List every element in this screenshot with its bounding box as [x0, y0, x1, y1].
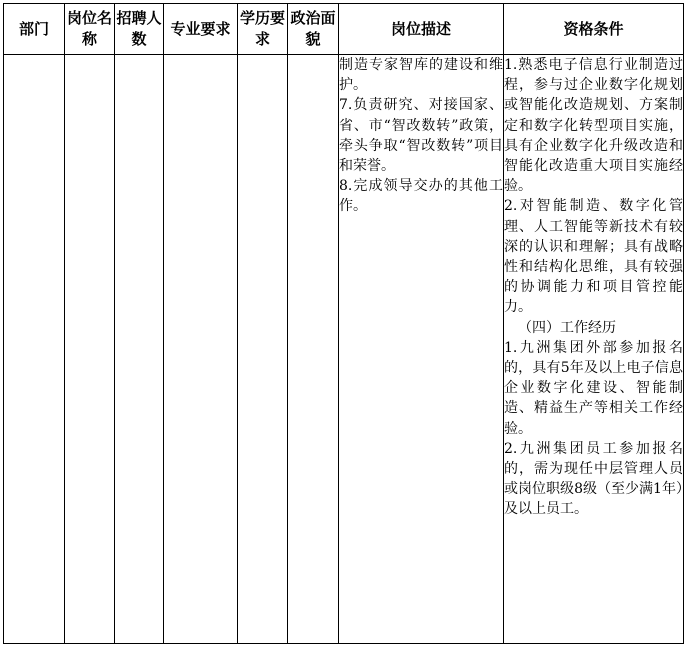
department-cell	[4, 55, 65, 644]
position-name-cell	[65, 55, 115, 644]
header-position-name: 岗位名称	[65, 4, 115, 55]
qualification-paragraph: 1.九洲集团外部参加报名的，具有5年及以上电子信息企业数字化建设、智能制造、精益生产等相关工作经验。	[504, 339, 683, 437]
qualification-section-heading: （四）工作经历	[518, 319, 616, 336]
political-status-cell	[288, 55, 339, 644]
qualification-paragraph: 1.熟悉电子信息行业制造过程，参与过企业数字化规划或智能化改造规划、方案制定和数字化转型项目实施，具有企业数字化升级改造和智能化改造重大项目实施经验。	[504, 57, 683, 195]
description-paragraph: 制造专家智库的建设和维护。	[339, 57, 503, 94]
header-job-description: 岗位描述	[339, 4, 504, 55]
qualifications-cell	[504, 55, 684, 644]
qualification-paragraph: 2.九洲集团员工参加报名的，需为现任中层管理人员或岗位职级8级（至少满1年）及以上员工。	[504, 440, 683, 518]
header-education: 学历要求	[238, 4, 288, 55]
major-cell	[164, 55, 238, 644]
recruitment-table	[3, 3, 684, 644]
header-row	[4, 4, 684, 55]
header-department: 部门	[4, 4, 65, 55]
header-political-status: 政治面貌	[288, 4, 339, 55]
header-qualifications: 资格条件	[504, 4, 684, 55]
headcount-cell	[115, 55, 164, 644]
job-description-cell	[339, 55, 504, 644]
qualification-paragraph: 2.对智能制造、数字化管理、人工智能等新技术有较深的认识和理解；具有战略性和结构化思维，具有较强的协调能力和项目管控能力。	[504, 198, 683, 316]
header-headcount: 招聘人数	[115, 4, 164, 55]
description-paragraph: 8.完成领导交办的其他工作。	[339, 178, 503, 215]
header-major: 专业要求	[164, 4, 238, 55]
education-cell	[238, 55, 288, 644]
description-paragraph: 7.负责研究、对接国家、省、市“智改数转”政策，牵头争取“智改数转”项目和荣誉。	[339, 97, 503, 175]
table-row	[4, 55, 684, 644]
